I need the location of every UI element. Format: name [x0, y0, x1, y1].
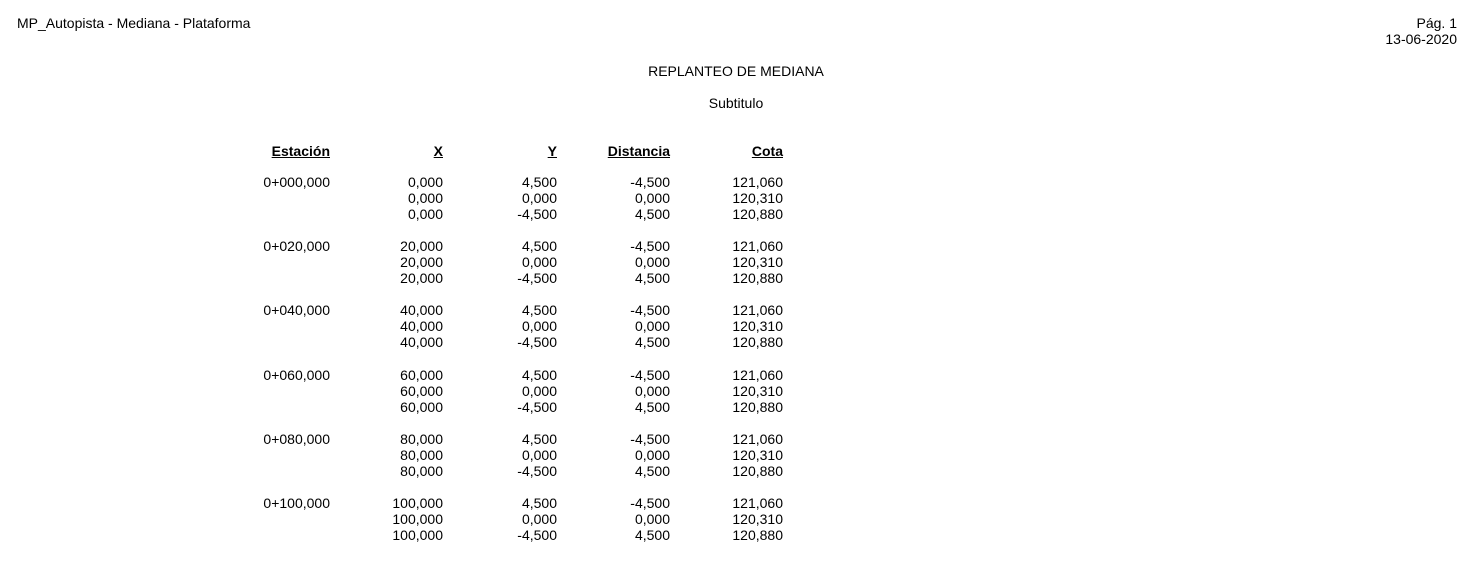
document-name: MP_Autopista - Mediana - Plataforma [17, 15, 251, 31]
cota-value: 120,880 [732, 399, 783, 415]
distancia-value: 0,000 [634, 254, 670, 270]
cota-value: 120,880 [732, 527, 783, 543]
x-value: 80,000 [400, 463, 443, 479]
cota-value: 120,880 [732, 270, 783, 286]
y-value: -4,500 [517, 206, 557, 222]
y-values [457, 495, 557, 543]
station-value: 0+080,000 [263, 431, 330, 447]
x-value: 40,000 [400, 334, 443, 350]
x-values [343, 238, 443, 286]
y-value: -4,500 [517, 399, 557, 415]
y-value: 4,500 [521, 174, 557, 190]
station-group [0, 302, 900, 352]
cota-value: 120,310 [732, 383, 783, 399]
x-values [343, 431, 443, 479]
cota-value: 120,310 [732, 447, 783, 463]
cota-value: 121,060 [732, 367, 783, 383]
cota-value: 120,310 [732, 511, 783, 527]
distancia-values [570, 238, 670, 286]
distancia-value: 4,500 [634, 399, 670, 415]
cota-values [683, 367, 783, 415]
report-date: 13-06-2020 [1385, 31, 1457, 47]
x-value: 0,000 [407, 206, 443, 222]
cota-value: 120,310 [732, 190, 783, 206]
x-value: 0,000 [407, 190, 443, 206]
cota-value: 120,880 [732, 463, 783, 479]
page-info [1385, 15, 1457, 47]
cota-values [683, 174, 783, 222]
cota-value: 121,060 [732, 238, 783, 254]
x-value: 60,000 [400, 367, 443, 383]
y-value: 4,500 [521, 238, 557, 254]
station-value: 0+020,000 [263, 238, 330, 254]
y-value: 0,000 [521, 383, 557, 399]
distancia-value: -4,500 [630, 302, 670, 318]
cota-value: 120,310 [732, 318, 783, 334]
y-value: 4,500 [521, 302, 557, 318]
column-header-estacion: Estación [271, 143, 330, 159]
y-value: -4,500 [517, 527, 557, 543]
station-group [0, 238, 900, 288]
x-value: 100,000 [392, 495, 443, 511]
y-value: 0,000 [521, 190, 557, 206]
report-subtitle: Subtitulo [708, 95, 764, 111]
column-header-x: X [433, 143, 443, 159]
y-value: -4,500 [517, 270, 557, 286]
distancia-values [570, 367, 670, 415]
x-value: 0,000 [407, 174, 443, 190]
x-value: 60,000 [400, 383, 443, 399]
station-value: 0+040,000 [263, 302, 330, 318]
cota-values [683, 431, 783, 479]
y-value: -4,500 [517, 463, 557, 479]
x-values [343, 302, 443, 350]
x-value: 40,000 [400, 302, 443, 318]
cota-value: 121,060 [732, 431, 783, 447]
y-values [457, 238, 557, 286]
distancia-value: 4,500 [634, 334, 670, 350]
distancia-value: 4,500 [634, 206, 670, 222]
column-header-distancia: Distancia [607, 143, 670, 159]
x-value: 100,000 [392, 511, 443, 527]
y-value: -4,500 [517, 334, 557, 350]
distancia-values [570, 431, 670, 479]
station-value: 0+060,000 [263, 367, 330, 383]
x-values [343, 367, 443, 415]
cota-values [683, 238, 783, 286]
y-values [457, 302, 557, 350]
x-values [343, 174, 443, 222]
y-value: 0,000 [521, 318, 557, 334]
y-value: 0,000 [521, 511, 557, 527]
cota-value: 121,060 [732, 302, 783, 318]
y-value: 4,500 [521, 495, 557, 511]
x-value: 80,000 [400, 447, 443, 463]
distancia-value: -4,500 [630, 174, 670, 190]
distancia-value: -4,500 [630, 238, 670, 254]
station-group [0, 431, 900, 481]
cota-values [683, 495, 783, 543]
page-number: Pág. 1 [1416, 15, 1457, 31]
y-values [457, 367, 557, 415]
y-value: 4,500 [521, 367, 557, 383]
x-value: 20,000 [400, 254, 443, 270]
distancia-value: 4,500 [634, 463, 670, 479]
x-values [343, 495, 443, 543]
x-value: 80,000 [400, 431, 443, 447]
x-value: 20,000 [400, 270, 443, 286]
distancia-value: 0,000 [634, 383, 670, 399]
y-value: 4,500 [521, 431, 557, 447]
cota-values [683, 302, 783, 350]
distancia-value: 4,500 [634, 527, 670, 543]
distancia-values [570, 174, 670, 222]
column-header-cota: Cota [751, 143, 783, 159]
station-value: 0+000,000 [263, 174, 330, 190]
distancia-value: 0,000 [634, 318, 670, 334]
cota-value: 121,060 [732, 495, 783, 511]
cota-value: 121,060 [732, 174, 783, 190]
y-value: 0,000 [521, 447, 557, 463]
cota-value: 120,310 [732, 254, 783, 270]
x-value: 60,000 [400, 399, 443, 415]
distancia-value: -4,500 [630, 367, 670, 383]
cota-value: 120,880 [732, 206, 783, 222]
y-values [457, 431, 557, 479]
distancia-value: 0,000 [634, 447, 670, 463]
distancia-value: -4,500 [630, 495, 670, 511]
x-value: 40,000 [400, 318, 443, 334]
y-values [457, 174, 557, 222]
cota-value: 120,880 [732, 334, 783, 350]
station-value: 0+100,000 [263, 495, 330, 511]
distancia-value: 0,000 [634, 190, 670, 206]
report-title: REPLANTEO DE MEDIANA [648, 63, 824, 79]
y-value: 0,000 [521, 254, 557, 270]
distancia-values [570, 495, 670, 543]
station-group [0, 174, 900, 224]
station-group [0, 367, 900, 417]
station-group [0, 495, 900, 545]
x-value: 20,000 [400, 238, 443, 254]
distancia-value: 0,000 [634, 511, 670, 527]
table-header [0, 142, 900, 160]
distancia-value: 4,500 [634, 270, 670, 286]
x-value: 100,000 [392, 527, 443, 543]
distancia-values [570, 302, 670, 350]
distancia-value: -4,500 [630, 431, 670, 447]
column-header-y: Y [547, 143, 557, 159]
